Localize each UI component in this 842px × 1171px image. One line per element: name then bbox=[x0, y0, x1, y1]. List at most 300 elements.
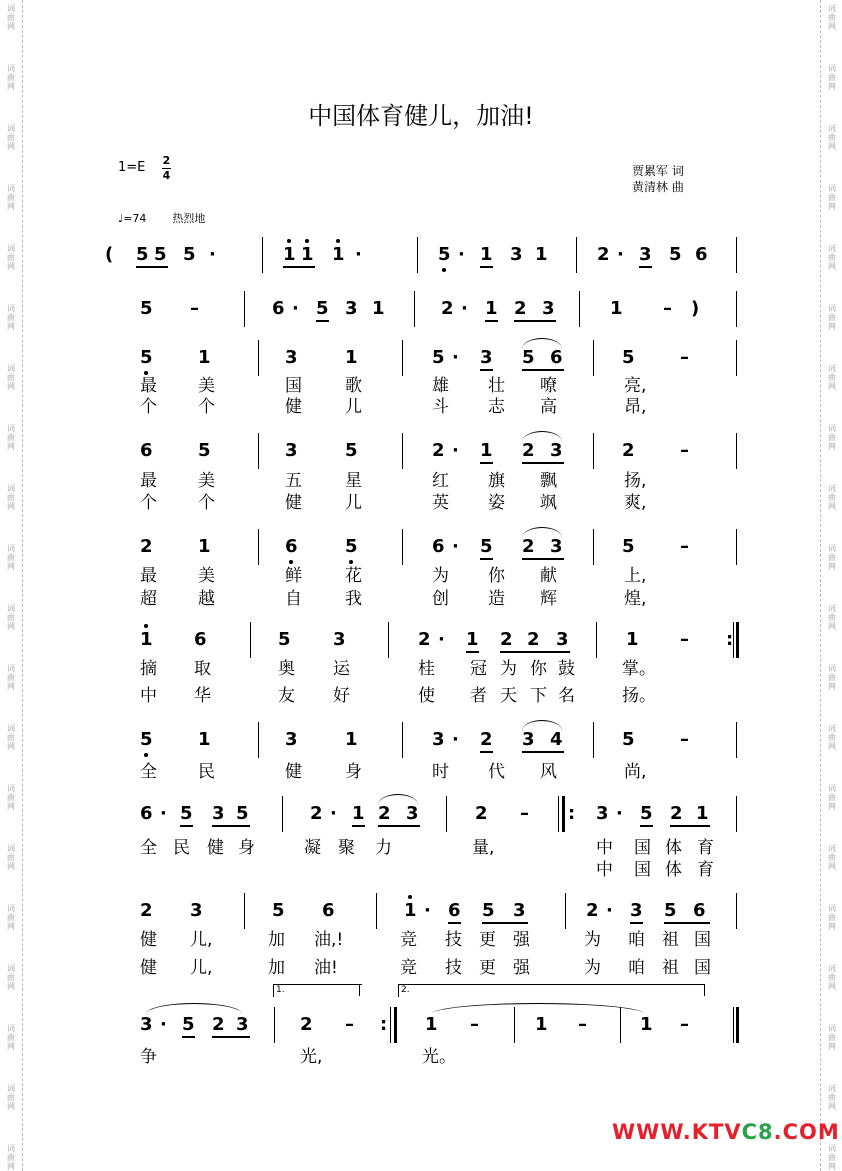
lyric: 姿 bbox=[488, 493, 505, 513]
lyric: 技 bbox=[445, 958, 462, 978]
bar-line bbox=[736, 796, 737, 832]
lyric: 全 bbox=[140, 838, 157, 858]
lyric: 扬。 bbox=[622, 686, 656, 706]
bar-line bbox=[282, 796, 283, 832]
note: ( bbox=[105, 244, 114, 265]
bar-line bbox=[394, 1007, 397, 1043]
slur bbox=[146, 1003, 242, 1014]
bar-line bbox=[388, 622, 389, 658]
bar-line bbox=[376, 893, 377, 929]
watermark-text: 词 曲 网 bbox=[7, 1024, 15, 1051]
note: 3 bbox=[542, 298, 555, 319]
watermark-text: 词 曲 网 bbox=[828, 904, 836, 931]
note: 6 bbox=[693, 900, 706, 921]
underline bbox=[212, 1036, 250, 1038]
note: 1 bbox=[352, 803, 365, 824]
underline bbox=[352, 825, 365, 827]
note: 5 bbox=[345, 536, 358, 557]
lyric: 中 bbox=[140, 686, 157, 706]
note: 1 bbox=[345, 347, 358, 368]
note: · bbox=[160, 803, 167, 824]
lyric: 红 bbox=[432, 471, 449, 491]
lyric: 造 bbox=[488, 589, 505, 609]
note: 3 bbox=[236, 1014, 249, 1035]
note: · bbox=[330, 803, 337, 824]
lyric: 国 bbox=[694, 930, 711, 950]
underline bbox=[480, 369, 493, 371]
lyric: 最 bbox=[140, 376, 157, 396]
note: 5 bbox=[140, 729, 153, 750]
watermark-text: 词 曲 网 bbox=[828, 664, 836, 691]
watermark-text: 词 曲 网 bbox=[828, 364, 836, 391]
bar-line bbox=[417, 237, 418, 273]
bar-line bbox=[558, 796, 559, 832]
lyric: 奥 bbox=[278, 659, 295, 679]
octave-dot bbox=[336, 239, 340, 243]
watermark-text: 词 曲 网 bbox=[7, 364, 15, 391]
lyric: 时 bbox=[432, 762, 449, 782]
lyric: 光。 bbox=[422, 1047, 456, 1067]
note: – bbox=[680, 347, 689, 368]
note: – bbox=[680, 536, 689, 557]
note: 5 bbox=[182, 1014, 195, 1035]
lyric: 英 bbox=[432, 493, 449, 513]
lyric: 个 bbox=[198, 493, 215, 513]
bar-line bbox=[414, 291, 415, 327]
note: – bbox=[345, 1014, 354, 1035]
watermark-text: 词 曲 网 bbox=[7, 124, 15, 151]
lyric: 健 bbox=[285, 493, 302, 513]
note: · bbox=[424, 900, 431, 921]
note: 1 bbox=[535, 244, 548, 265]
lyric: 民 bbox=[198, 762, 215, 782]
note: · bbox=[160, 1014, 167, 1035]
note: 2 bbox=[418, 629, 431, 650]
note: 6 bbox=[448, 900, 461, 921]
lyric: 昂, bbox=[624, 397, 647, 417]
lyric: 体 bbox=[665, 838, 682, 858]
note: 3 bbox=[550, 536, 563, 557]
lyric: 好 bbox=[333, 686, 350, 706]
note: 5 bbox=[664, 900, 677, 921]
watermark-text: 词 曲 网 bbox=[7, 964, 15, 991]
note: 1 bbox=[480, 440, 493, 461]
note: 5 bbox=[183, 244, 196, 265]
bar-line bbox=[596, 622, 597, 658]
watermark-text: 词 曲 网 bbox=[828, 844, 836, 871]
lyric: 油,! bbox=[314, 930, 344, 950]
lyric: 咱 bbox=[628, 930, 645, 950]
watermark-text: 词 曲 网 bbox=[828, 304, 836, 331]
note: 2 bbox=[527, 629, 540, 650]
note: 5 bbox=[236, 803, 249, 824]
bar-line bbox=[402, 433, 403, 469]
watermark-text: 词 曲 网 bbox=[7, 904, 15, 931]
note: 2 bbox=[586, 900, 599, 921]
underline bbox=[480, 462, 493, 464]
watermark-text: 词 曲 网 bbox=[7, 64, 15, 91]
underline bbox=[482, 922, 528, 924]
bar-line bbox=[250, 622, 251, 658]
note: 3 bbox=[212, 803, 225, 824]
note: 1 bbox=[610, 298, 623, 319]
lyric: 者 bbox=[470, 686, 487, 706]
note: · bbox=[438, 629, 445, 650]
lyric: 名 bbox=[558, 686, 575, 706]
watermark-text: 词 曲 网 bbox=[828, 724, 836, 751]
lyric: 量, bbox=[472, 838, 495, 858]
volta-bracket-1: 1. bbox=[273, 984, 362, 997]
note: 2 bbox=[432, 440, 445, 461]
lyric: 嘹 bbox=[540, 376, 557, 396]
watermark-text: 词 曲 网 bbox=[828, 424, 836, 451]
lyric: 健 bbox=[285, 762, 302, 782]
note: · bbox=[452, 347, 459, 368]
note: 4 bbox=[550, 729, 563, 750]
lyric: 飘 bbox=[540, 471, 557, 491]
watermark-text: 词 曲 网 bbox=[828, 964, 836, 991]
watermark-text: 词 曲 网 bbox=[828, 1144, 836, 1171]
bar-line bbox=[576, 237, 577, 273]
watermark-text: 词 曲 网 bbox=[7, 784, 15, 811]
underline bbox=[522, 558, 564, 560]
lyric: 油! bbox=[314, 958, 338, 978]
lyric: 运 bbox=[333, 659, 350, 679]
lyric: 儿, bbox=[190, 958, 213, 978]
lyric: 花 bbox=[345, 566, 362, 586]
note: 1 bbox=[332, 244, 345, 265]
watermark-text: 词 曲 网 bbox=[828, 1084, 836, 1111]
bar-line bbox=[258, 722, 259, 758]
bar-line bbox=[262, 237, 263, 273]
lyric: 强 bbox=[513, 958, 530, 978]
lyric: 自 bbox=[285, 589, 302, 609]
note: 5 bbox=[480, 536, 493, 557]
note: 1 bbox=[198, 729, 211, 750]
note: 6 bbox=[194, 629, 207, 650]
lyric: 鼓 bbox=[558, 659, 575, 679]
note: – bbox=[190, 298, 199, 319]
lyric: 儿, bbox=[190, 930, 213, 950]
composer: 黄清林 曲 bbox=[632, 180, 684, 194]
underline bbox=[664, 922, 710, 924]
lyric: 风 bbox=[540, 762, 557, 782]
note: · bbox=[458, 244, 465, 265]
note: – bbox=[680, 1014, 689, 1035]
lyric: 为 bbox=[500, 659, 517, 679]
note: · bbox=[355, 244, 362, 265]
lyric: 中 bbox=[596, 860, 613, 880]
octave-dot bbox=[144, 371, 148, 375]
slur bbox=[432, 1003, 644, 1014]
underline bbox=[480, 751, 493, 753]
left-watermark-strip bbox=[0, 0, 23, 1171]
bar-line bbox=[736, 622, 739, 658]
underline bbox=[514, 320, 556, 322]
lyric: 友 bbox=[278, 686, 295, 706]
note: · bbox=[616, 803, 623, 824]
lyric: 祖 bbox=[662, 958, 679, 978]
note: – bbox=[680, 729, 689, 750]
lyric: 国 bbox=[634, 838, 651, 858]
note: – bbox=[520, 803, 529, 824]
watermark-text: 词 曲 网 bbox=[828, 604, 836, 631]
watermark-text: 词 曲 网 bbox=[7, 844, 15, 871]
lyric: 竞 bbox=[400, 930, 417, 950]
lyric: 儿 bbox=[345, 493, 362, 513]
lyric: 使 bbox=[418, 686, 435, 706]
note: 2 bbox=[140, 536, 153, 557]
lyric: 献 bbox=[540, 566, 557, 586]
note: – bbox=[470, 1014, 479, 1035]
octave-dot bbox=[287, 239, 291, 243]
note: 1 bbox=[466, 629, 479, 650]
lyric: 育 bbox=[697, 838, 714, 858]
underline bbox=[639, 266, 652, 268]
underline bbox=[522, 462, 564, 464]
note: 1 bbox=[485, 298, 498, 319]
bar-line bbox=[620, 1007, 621, 1043]
note: 3 bbox=[140, 1014, 153, 1035]
bar-line bbox=[593, 722, 594, 758]
lyric: 更 bbox=[479, 930, 496, 950]
octave-dot bbox=[408, 895, 412, 899]
lyric: 美 bbox=[198, 376, 215, 396]
lyric: 代 bbox=[488, 762, 505, 782]
note: · bbox=[292, 298, 299, 319]
lyric: 上, bbox=[624, 566, 647, 586]
note: 3 bbox=[333, 629, 346, 650]
lyric: 扬, bbox=[624, 471, 647, 491]
underline bbox=[670, 825, 710, 827]
watermark-text: 词 曲 网 bbox=[828, 4, 836, 31]
lyric: 冠 bbox=[470, 659, 487, 679]
lyric: 亮, bbox=[624, 376, 647, 396]
note: 2 bbox=[441, 298, 454, 319]
bar-line bbox=[736, 433, 737, 469]
note: 5 bbox=[136, 244, 149, 265]
watermark-text: 词 曲 网 bbox=[7, 724, 15, 751]
volta-bracket-2: 2. bbox=[398, 984, 705, 997]
bar-line bbox=[736, 291, 737, 327]
bar-line bbox=[274, 1007, 275, 1043]
underline bbox=[182, 1036, 195, 1038]
underline bbox=[212, 825, 250, 827]
note: 2 bbox=[480, 729, 493, 750]
note: 1 bbox=[425, 1014, 438, 1035]
lyric: 取 bbox=[194, 659, 211, 679]
underline bbox=[466, 651, 479, 653]
lyric: 美 bbox=[198, 566, 215, 586]
note: 3 bbox=[522, 729, 535, 750]
lyric: 歌 bbox=[345, 376, 362, 396]
note: 5 bbox=[140, 298, 153, 319]
note: – bbox=[680, 440, 689, 461]
lyric: 你 bbox=[488, 566, 505, 586]
note: · bbox=[617, 244, 624, 265]
note: 1 bbox=[696, 803, 709, 824]
note: 5 bbox=[198, 440, 211, 461]
note: 3 bbox=[639, 244, 652, 265]
bar-line bbox=[736, 529, 737, 565]
bar-line bbox=[593, 340, 594, 376]
underline bbox=[522, 369, 564, 371]
note: – bbox=[663, 298, 672, 319]
note: 2 bbox=[378, 803, 391, 824]
note: 3 bbox=[630, 900, 643, 921]
time-signature: 2 4 bbox=[162, 154, 171, 182]
watermark-text: 词 曲 网 bbox=[828, 244, 836, 271]
octave-dot bbox=[144, 624, 148, 628]
note: 1 bbox=[480, 244, 493, 265]
lyric: 爽, bbox=[624, 493, 647, 513]
note: 2 bbox=[597, 244, 610, 265]
lyric: 华 bbox=[194, 686, 211, 706]
note: 3 bbox=[345, 298, 358, 319]
lyricist: 贾累军 词 bbox=[632, 164, 684, 178]
underline bbox=[522, 751, 564, 753]
tempo-marking: ♩=74 热烈地 bbox=[118, 212, 206, 225]
bar-line bbox=[402, 722, 403, 758]
note: : bbox=[568, 803, 576, 824]
lyric: 儿 bbox=[345, 397, 362, 417]
note: 2 bbox=[310, 803, 323, 824]
watermark-text: 词 曲 网 bbox=[7, 184, 15, 211]
watermark-text: 词 曲 网 bbox=[828, 784, 836, 811]
note: 5 bbox=[482, 900, 495, 921]
note: 2 bbox=[622, 440, 635, 461]
underline bbox=[485, 320, 498, 322]
lyric: 为 bbox=[432, 566, 449, 586]
lyric: 身 bbox=[345, 762, 362, 782]
lyric: 加 bbox=[268, 958, 285, 978]
lyric: 星 bbox=[345, 471, 362, 491]
bar-line bbox=[258, 433, 259, 469]
lyric: 我 bbox=[345, 589, 362, 609]
watermark-text: 词 曲 网 bbox=[828, 484, 836, 511]
lyric: 国 bbox=[634, 860, 651, 880]
note: 3 bbox=[285, 440, 298, 461]
watermark-text: 词 曲 网 bbox=[7, 664, 15, 691]
watermark-text: 词 曲 网 bbox=[7, 4, 15, 31]
bar-line bbox=[258, 340, 259, 376]
note: 2 bbox=[300, 1014, 313, 1035]
watermark-text: 词 曲 网 bbox=[828, 1024, 836, 1051]
note: 3 bbox=[596, 803, 609, 824]
key-signature: 1=E bbox=[118, 160, 146, 175]
bar-line bbox=[593, 529, 594, 565]
note: : bbox=[726, 629, 734, 650]
underline bbox=[378, 825, 420, 827]
lyric: 五 bbox=[285, 471, 302, 491]
bar-line bbox=[390, 1007, 391, 1043]
note: 2 bbox=[670, 803, 683, 824]
lyric: 飒 bbox=[540, 493, 557, 513]
note: 1 bbox=[372, 298, 385, 319]
lyric: 为 bbox=[584, 958, 601, 978]
bar-line bbox=[736, 722, 737, 758]
bar-line bbox=[244, 291, 245, 327]
lyric: 健 bbox=[207, 838, 224, 858]
bar-line bbox=[733, 1007, 734, 1043]
watermark-text: 词 曲 网 bbox=[7, 424, 15, 451]
note: 2 bbox=[475, 803, 488, 824]
lyric: 天 bbox=[500, 686, 517, 706]
lyric: 咱 bbox=[628, 958, 645, 978]
underline bbox=[500, 651, 570, 653]
note: 5 bbox=[432, 347, 445, 368]
lyric: 最 bbox=[140, 471, 157, 491]
note: 2 bbox=[522, 536, 535, 557]
lyric: 高 bbox=[540, 397, 557, 417]
watermark-text: 词 曲 网 bbox=[828, 184, 836, 211]
lyric: 全 bbox=[140, 762, 157, 782]
octave-dot bbox=[442, 268, 446, 272]
lyric: 桂 bbox=[418, 659, 435, 679]
note: 2 bbox=[522, 440, 535, 461]
note: 3 bbox=[550, 440, 563, 461]
right-watermark-strip bbox=[820, 0, 842, 1171]
lyric: 凝 bbox=[304, 838, 321, 858]
bar-line bbox=[736, 237, 737, 273]
volta-end bbox=[359, 984, 360, 996]
underline bbox=[480, 558, 493, 560]
note: · bbox=[452, 536, 459, 557]
note: 6 bbox=[285, 536, 298, 557]
bar-line bbox=[733, 622, 734, 658]
bar-line bbox=[593, 433, 594, 469]
note: · bbox=[606, 900, 613, 921]
lyric: 斗 bbox=[432, 397, 449, 417]
note: 5 bbox=[622, 729, 635, 750]
bar-line bbox=[446, 796, 447, 832]
note: 1 bbox=[140, 629, 153, 650]
note: 2 bbox=[212, 1014, 225, 1035]
note: – bbox=[680, 629, 689, 650]
note: 5 bbox=[345, 440, 358, 461]
note: · bbox=[452, 440, 459, 461]
note: 3 bbox=[513, 900, 526, 921]
note: : bbox=[380, 1014, 388, 1035]
note: ) bbox=[691, 298, 700, 319]
note: 6 bbox=[140, 803, 153, 824]
credits bbox=[632, 163, 684, 195]
bar-line bbox=[514, 1007, 515, 1043]
note: 1 bbox=[345, 729, 358, 750]
note: 3 bbox=[556, 629, 569, 650]
note: 5 bbox=[316, 298, 329, 319]
underline bbox=[640, 825, 653, 827]
lyric: 体 bbox=[665, 860, 682, 880]
note: 1 bbox=[198, 536, 211, 557]
lyric: 民 bbox=[173, 838, 190, 858]
lyric: 争 bbox=[140, 1047, 157, 1067]
note: 3 bbox=[480, 347, 493, 368]
bar-line bbox=[258, 529, 259, 565]
note: 5 bbox=[438, 244, 451, 265]
lyric: 超 bbox=[140, 589, 157, 609]
bar-line bbox=[736, 893, 737, 929]
watermark-text: 词 曲 网 bbox=[7, 1144, 15, 1171]
watermark-text: 词 曲 网 bbox=[828, 544, 836, 571]
lyric: 中 bbox=[596, 838, 613, 858]
lyric: 更 bbox=[479, 958, 496, 978]
lyric: 掌。 bbox=[622, 659, 656, 679]
note: 5 bbox=[640, 803, 653, 824]
watermark-text: 词 曲 网 bbox=[7, 604, 15, 631]
note: 1 bbox=[404, 900, 417, 921]
note: 2 bbox=[140, 900, 153, 921]
